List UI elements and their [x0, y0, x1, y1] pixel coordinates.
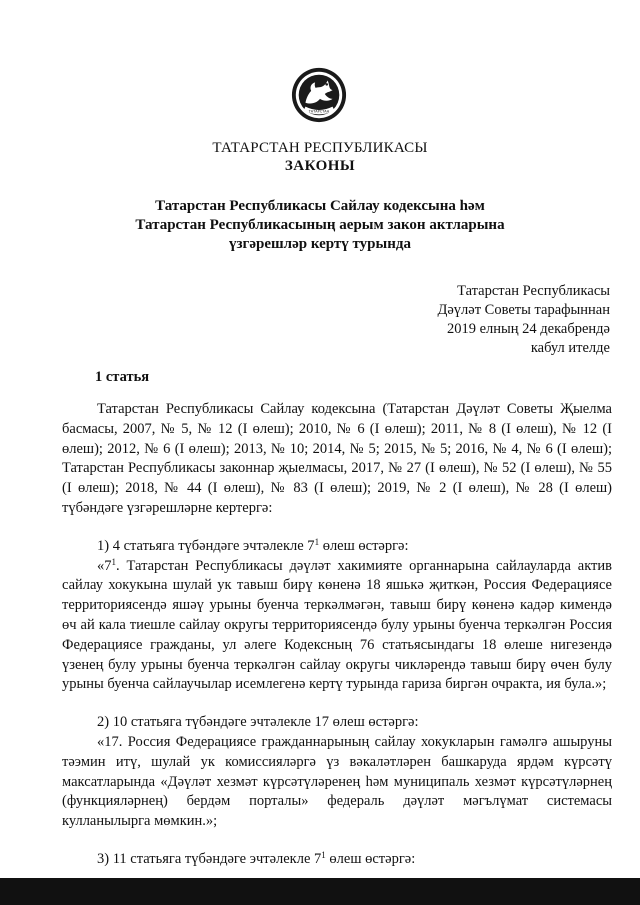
adoption-line: кабул ителде: [530, 340, 610, 356]
adoption-line: 2019 елның 24 декабрендә: [446, 321, 610, 337]
quote-1-start: «7: [97, 557, 112, 574]
intro-paragraph: Татарстан Республикасы Сайлау кодексына (Татарстан Дәүләт Советы Җыелма басмасы, 2007, № 5, № 12 (I өлеш); 2010, № 6 (I өлеш); 2011, № 8 (I өлеш), № 12 (I өлеш); 2012, № 6 (I өлеш); 2013, № 10; 2014, № 5; 2015, № 5; 2016, № 4, № 6 (I өлеш); Татарстан Республикасы законнар җыелмасы, 2017, № 27 (I өлеш), № 52 (I өлеш), № 55 (I өлеш); 2018, № 44 (I өлеш), № 83 (I өлеш); 2019, № 2 (I өлеш), № 28 (I өлеш) түбәндәге үзгәрешләрне кертергә:: [62, 401, 612, 516]
law-subject-line: үзгәрешләр кертү турында: [229, 236, 411, 252]
quote-2-paragraph: «17. Россия Федерациясе гражданнарының сайлау хокукларын гамәлгә ашыруны тәэмин итү, шулай ук комиссияләргә үз вәкаләтләрен башкаруда ярдәм күрсәтү максатларында «Дәүләт хезмәт күрсәтүләренең һәм муниципаль хезмәт күрсәтүләрнең (функцияләрнең) бердәм порталы» федераль дәүләт мәгълүмат системасы кулланылырга мөмкин.»;: [62, 733, 612, 830]
law-subject-line: Татарстан Республикасы Сайлау кодексына һәм: [155, 198, 485, 214]
item-2-paragraph: 2) 10 статьяга түбәндәге эчтәлекле 17 өлеш өстәргә:: [97, 714, 419, 731]
article-body: [62, 400, 612, 870]
adoption-block: [437, 282, 610, 358]
quote-1-text: . Татарстан Республикасы дәүләт хакимияте органнарына сайлауларда актив сайлау хокукына шулай ук тавыш бирү көненә 18 яшькә җиткән, Россия Федерациясе территориясендә яшәү урыны буенча теркәлмәгән, тавыш бирү көненә кадәр кимендә өч ай кала тиешле сайлау округы территориясендә булу урыны буенча теркәлгән Россия Федерациясе гражданы, ул әлеге Кодексның 76 статьясындагы 18 өлеше нигезендә үзенең булу урыны буенча теркәлгән сайлау округы чикләрендә тавыш бирү өчен булу урыны буенча сайлаучылар исемлегенә кертү турында гариза биргән очракта, ия була.»;: [62, 557, 612, 693]
item-3-text: 3) 11 статьяга түбәндәге эчтәлекле 7: [97, 850, 322, 867]
scan-bottom-edge: [0, 878, 640, 905]
article-heading: 1 статья: [95, 369, 150, 385]
law-title: ЗАКОНЫ: [284, 158, 356, 174]
item-3-superscript: 1: [321, 849, 326, 860]
quote-1-superscript: 1: [111, 556, 116, 567]
item-1-text: 1) 4 статьяга түбәндәге эчтәлекле 7: [97, 537, 315, 554]
item-3-paragraph: [62, 850, 612, 870]
law-subject-line: Татарстан Республикасының аерым закон актларына: [135, 217, 505, 233]
item-1-paragraph: [62, 537, 612, 557]
republic-title: ТАТАРСТАН РЕСПУБЛИКАСЫ: [212, 140, 428, 156]
item-1-text-end: өлеш өстәргә:: [319, 537, 409, 554]
tatarstan-coat-of-arms-icon: [290, 66, 348, 124]
emblem-ribbon-text: ТАТАРСТАН: [308, 109, 330, 114]
item-1-superscript: 1: [314, 536, 320, 547]
law-subject: [0, 197, 640, 254]
adoption-line: Дәүләт Советы тарафыннан: [437, 302, 610, 318]
item-3-text-end: өлеш өстәргә:: [325, 850, 416, 867]
adoption-line: Татарстан Республикасы: [457, 283, 610, 299]
quote-1-paragraph: [62, 557, 612, 696]
